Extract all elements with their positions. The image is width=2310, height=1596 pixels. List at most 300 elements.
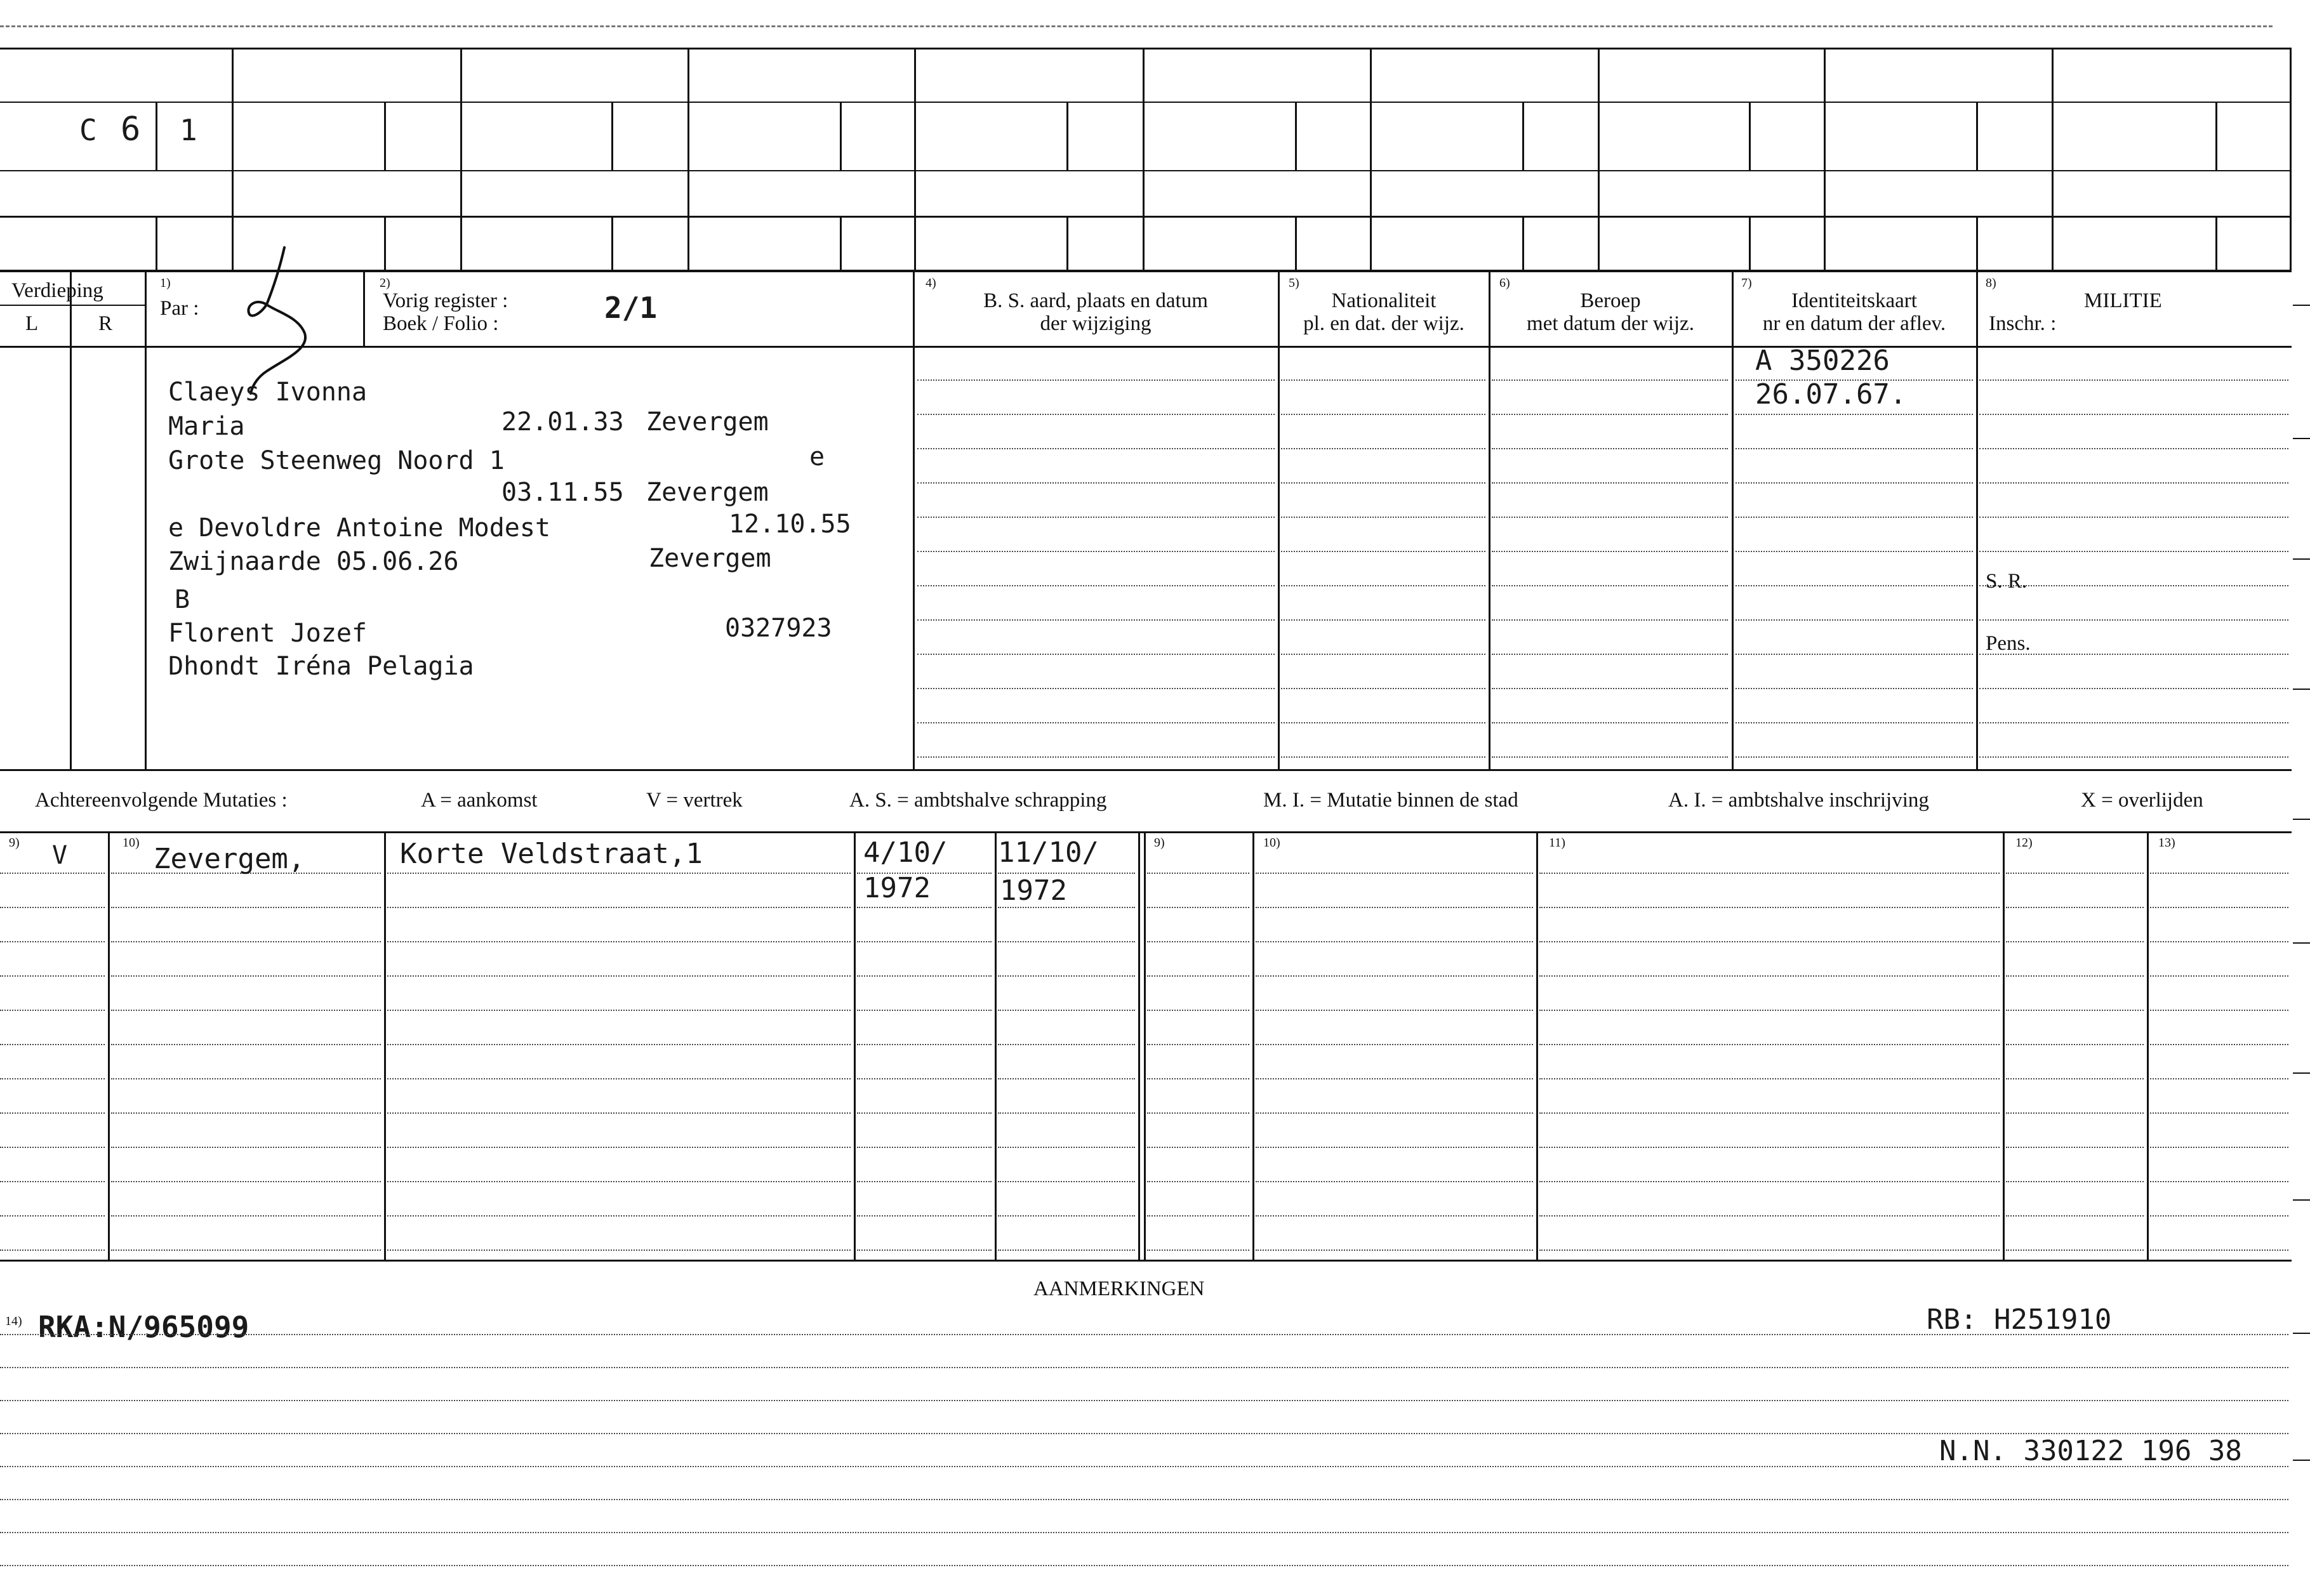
- legend-title: Achtereenvolgende Mutaties :: [35, 789, 288, 812]
- dotted-rule: [917, 517, 1275, 518]
- person-line-8: Florent Jozef: [168, 619, 368, 648]
- person-line-7: B: [175, 585, 190, 614]
- card-code-sub: 1: [180, 113, 197, 147]
- dotted-rule: [1736, 619, 1973, 621]
- dotted-rule: [0, 873, 105, 874]
- dotted-rule: [917, 482, 1275, 484]
- dotted-rule: [857, 975, 992, 977]
- dotted-rule: [2150, 1010, 2288, 1011]
- dotted-rule: [111, 1147, 381, 1148]
- dotted-rule: [0, 1112, 105, 1114]
- grid-top-border: [0, 48, 2292, 49]
- dotted-rule: [1736, 482, 1973, 484]
- grid-sub: [1066, 102, 1068, 170]
- edge-tick: [2293, 1199, 2310, 1201]
- dotted-rule: [387, 1044, 851, 1045]
- person-date-2: 03.11.55: [501, 478, 624, 507]
- dotted-rule: [1147, 1078, 1249, 1079]
- dotted-rule: [2150, 1078, 2288, 1079]
- dotted-rule: [387, 873, 851, 874]
- dotted-rule: [1281, 654, 1485, 655]
- col-par: [363, 271, 365, 347]
- dotted-rule: [917, 688, 1275, 689]
- dotted-rule: [111, 1181, 381, 1182]
- grid-line: [0, 270, 2292, 272]
- dotted-rule: [2006, 1147, 2144, 1148]
- dotted-rule: [1736, 756, 1973, 758]
- person-line-9: Dhondt Iréna Pelagia: [168, 652, 474, 681]
- dotted-rule: [0, 1181, 105, 1182]
- dotted-rule: [857, 1181, 992, 1182]
- dotted-rule: [1256, 1112, 1533, 1114]
- dotted-rule: [111, 1010, 381, 1011]
- mutation-date-2a: 11/10/: [998, 836, 1099, 869]
- dotted-rule: [0, 1433, 2288, 1434]
- mut-col: [1138, 831, 1140, 1261]
- dotted-rule: [917, 551, 1275, 552]
- dotted-rule: [1147, 975, 1249, 977]
- dotted-rule: [1736, 688, 1973, 689]
- dotted-rule: [2006, 873, 2144, 874]
- person-number: 0327923: [725, 614, 832, 643]
- grid-col: [687, 48, 689, 271]
- mut-note-11b: 11): [1549, 836, 1565, 850]
- dotted-rule: [1281, 448, 1485, 449]
- dotted-rule: [1492, 585, 1728, 586]
- dotted-rule: [2006, 1010, 2144, 1011]
- dotted-rule: [1281, 688, 1485, 689]
- dotted-rule: [2006, 1112, 2144, 1114]
- inschr-label: Inschr. :: [1989, 312, 2057, 335]
- dotted-rule: [387, 1078, 851, 1079]
- remarks-rka: RKA:N/965099: [38, 1310, 249, 1344]
- dotted-rule: [1492, 414, 1728, 415]
- dotted-rule: [1492, 722, 1728, 723]
- person-place-3: Zevergem: [649, 544, 771, 573]
- dotted-rule: [387, 1215, 851, 1217]
- dotted-rule: [1256, 1215, 1533, 1217]
- dotted-rule: [917, 654, 1275, 655]
- dotted-rule: [1539, 1010, 2000, 1011]
- dotted-rule: [1147, 1215, 1249, 1217]
- edge-tick: [2293, 1072, 2310, 1074]
- dotted-rule: [0, 1215, 105, 1217]
- dotted-rule: [1979, 414, 2288, 415]
- dotted-rule: [998, 941, 1135, 942]
- dotted-rule: [0, 1334, 2288, 1335]
- sr-label: S. R.: [1986, 570, 2028, 593]
- dotted-rule: [111, 1250, 381, 1251]
- dotted-rule: [2006, 907, 2144, 908]
- mutation-street: Korte Veldstraat,1: [400, 838, 703, 870]
- grid-line: [0, 170, 2292, 171]
- dotted-rule: [1979, 722, 2288, 723]
- remarks-rb: RB: H251910: [1927, 1303, 2112, 1336]
- note-7: 7): [1741, 276, 1752, 290]
- dotted-rule: [857, 1044, 992, 1045]
- grid-col: [232, 48, 234, 271]
- mutation-place: Zevergem,: [154, 843, 305, 875]
- edge-tick: [2293, 438, 2310, 439]
- dotted-rule: [998, 1147, 1135, 1148]
- grid-sub: [384, 216, 386, 271]
- dotted-rule: [2006, 941, 2144, 942]
- grid-sub: [1976, 102, 1978, 170]
- dotted-rule: [1492, 517, 1728, 518]
- dotted-rule: [1736, 654, 1973, 655]
- dotted-rule: [387, 1181, 851, 1182]
- grid-sub: [1066, 216, 1068, 271]
- dotted-rule: [1147, 873, 1249, 874]
- scan-edge: [0, 25, 2273, 27]
- dotted-rule: [1736, 551, 1973, 552]
- dotted-rule: [111, 1215, 381, 1217]
- boek-folio-value: 2/1: [604, 291, 658, 325]
- verdieping-label: Verdieping: [11, 279, 103, 302]
- dotted-rule: [857, 1010, 992, 1011]
- dotted-rule: [1979, 688, 2288, 689]
- dotted-rule: [1256, 1010, 1533, 1011]
- grid-line: [0, 102, 2292, 103]
- dotted-rule: [0, 1499, 2288, 1500]
- dotted-rule: [0, 941, 105, 942]
- mut-col: [854, 831, 856, 1261]
- dotted-rule: [0, 1565, 2288, 1566]
- edge-tick: [2293, 689, 2310, 690]
- dotted-rule: [1281, 482, 1485, 484]
- person-line-6: Zwijnaarde 05.06.26: [168, 547, 459, 576]
- grid-col: [1370, 48, 1372, 271]
- dotted-rule: [917, 756, 1275, 758]
- grid-sub: [1522, 102, 1524, 170]
- dotted-rule: [1256, 1078, 1533, 1079]
- dotted-rule: [1539, 1250, 2000, 1251]
- dotted-rule: [1539, 1044, 2000, 1045]
- dotted-rule: [1256, 1250, 1533, 1251]
- person-date-3: 12.10.55: [729, 510, 851, 539]
- dotted-rule: [917, 414, 1275, 415]
- grid-sub: [611, 216, 613, 271]
- remarks-nn: N.N. 330122 196 38: [1939, 1435, 2242, 1467]
- dotted-rule: [1979, 379, 2288, 381]
- note-2: 2): [380, 276, 390, 290]
- grid-sub: [1749, 102, 1751, 170]
- edge-tick: [2293, 558, 2310, 560]
- bs-label-2: der wijziging: [1040, 312, 1152, 335]
- dotted-rule: [2150, 907, 2288, 908]
- mut-col-double: [1144, 831, 1146, 1261]
- dotted-rule: [998, 1010, 1135, 1011]
- grid-col: [914, 48, 916, 271]
- idcard-number: A 350226: [1755, 345, 1890, 377]
- dotted-rule: [1492, 756, 1728, 758]
- dotted-rule: [998, 1215, 1135, 1217]
- person-line-3: Grote Steenweg Noord 1: [168, 446, 505, 475]
- bs-label-1: B. S. aard, plaats en datum: [983, 289, 1208, 312]
- handwritten-mark-icon: [229, 244, 330, 397]
- dotted-rule: [1979, 619, 2288, 621]
- dotted-rule: [2150, 941, 2288, 942]
- dotted-rule: [111, 975, 381, 977]
- mutation-date-1a: 4/10/: [863, 836, 948, 869]
- mutations-bottom: [0, 1260, 2292, 1262]
- person-bottom: [0, 769, 2292, 771]
- dotted-rule: [0, 907, 105, 908]
- dotted-rule: [1736, 722, 1973, 723]
- dotted-rule: [857, 941, 992, 942]
- dotted-rule: [2006, 1215, 2144, 1217]
- grid-line: [0, 216, 2292, 218]
- dotted-rule: [111, 941, 381, 942]
- mutation-date-2b: 1972: [1000, 874, 1067, 907]
- dotted-rule: [1979, 551, 2288, 552]
- mut-note-9b: 9): [1154, 836, 1165, 850]
- dotted-rule: [111, 1078, 381, 1079]
- grid-sub: [611, 102, 613, 170]
- dotted-rule: [1492, 379, 1728, 381]
- dotted-rule: [1147, 1044, 1249, 1045]
- mut-col: [108, 831, 110, 1261]
- dotted-rule: [1281, 517, 1485, 518]
- dotted-rule: [1147, 1112, 1249, 1114]
- dotted-rule: [111, 1044, 381, 1045]
- dotted-rule: [2150, 1181, 2288, 1182]
- nationaliteit-label-1: Nationaliteit: [1331, 289, 1437, 312]
- dotted-rule: [917, 585, 1275, 586]
- dotted-rule: [1539, 873, 2000, 874]
- dotted-rule: [998, 1112, 1135, 1114]
- note-5: 5): [1289, 276, 1299, 290]
- dotted-rule: [1147, 1250, 1249, 1251]
- dotted-rule: [2150, 1044, 2288, 1045]
- dotted-rule: [2150, 1215, 2288, 1217]
- mutation-type: V: [52, 841, 68, 870]
- dotted-rule: [2006, 1250, 2144, 1251]
- mut-col: [2003, 831, 2005, 1261]
- edge-tick: [2293, 942, 2310, 944]
- person-place-2: Zevergem: [646, 478, 769, 507]
- grid-col: [1143, 48, 1145, 271]
- mut-col: [1252, 831, 1254, 1261]
- mut-note-13b: 13): [2158, 836, 2175, 850]
- note-6: 6): [1499, 276, 1510, 290]
- grid-col: [2052, 48, 2054, 271]
- dotted-rule: [1539, 1112, 2000, 1114]
- note-8: 8): [1986, 276, 1996, 290]
- grid-sub: [2215, 102, 2217, 170]
- dotted-rule: [1281, 756, 1485, 758]
- dotted-rule: [1539, 907, 2000, 908]
- dotted-rule: [1492, 482, 1728, 484]
- person-line-2: Maria: [168, 412, 245, 441]
- dotted-rule: [1256, 1044, 1533, 1045]
- dotted-rule: [387, 1010, 851, 1011]
- legend-as: A. S. = ambtshalve schrapping: [849, 789, 1107, 812]
- dotted-rule: [387, 1147, 851, 1148]
- grid-col: [1824, 48, 1826, 271]
- person-line-5: e Devoldre Antoine Modest: [168, 513, 551, 543]
- dotted-rule: [2150, 1147, 2288, 1148]
- dotted-rule: [0, 1010, 105, 1011]
- dotted-rule: [1281, 379, 1485, 381]
- dotted-rule: [1492, 688, 1728, 689]
- mutation-date-1b: 1972: [863, 872, 931, 904]
- mut-col: [995, 831, 997, 1261]
- grid-sub: [1522, 216, 1524, 271]
- dotted-rule: [387, 941, 851, 942]
- militie-label: MILITIE: [2084, 289, 2162, 312]
- identiteitskaart-label-2: nr en datum der aflev.: [1762, 312, 1946, 335]
- dotted-rule: [1539, 1078, 2000, 1079]
- grid-col: [1598, 48, 1600, 271]
- dotted-rule: [1539, 1147, 2000, 1148]
- mutations-top: [0, 831, 2292, 833]
- dotted-rule: [998, 1044, 1135, 1045]
- edge-tick: [2293, 1333, 2310, 1334]
- dotted-rule: [0, 1147, 105, 1148]
- grid-sub: [1295, 102, 1297, 170]
- dotted-rule: [387, 907, 851, 908]
- dotted-rule: [998, 907, 1135, 908]
- person-line-1: Claeys Ivonna: [168, 378, 368, 407]
- grid-sub: [1295, 216, 1297, 271]
- dotted-rule: [387, 975, 851, 977]
- grid-sub: [156, 102, 157, 170]
- grid-sub: [840, 102, 842, 170]
- dotted-rule: [1256, 907, 1533, 908]
- dotted-rule: [1256, 873, 1533, 874]
- dotted-rule: [1281, 551, 1485, 552]
- dotted-rule: [111, 1112, 381, 1114]
- dotted-rule: [387, 1250, 851, 1251]
- dotted-rule: [1281, 414, 1485, 415]
- grid-sub: [840, 216, 842, 271]
- dotted-rule: [998, 1078, 1135, 1079]
- l-label: L: [25, 312, 39, 335]
- par-label: Par :: [160, 297, 199, 320]
- dotted-rule: [857, 907, 992, 908]
- grid-sub: [156, 216, 157, 271]
- mut-col: [384, 831, 386, 1261]
- dotted-rule: [0, 1078, 105, 1079]
- dotted-rule: [917, 722, 1275, 723]
- vorig-register-label: Vorig register :: [383, 289, 508, 312]
- dotted-rule: [998, 1250, 1135, 1251]
- dotted-rule: [1256, 975, 1533, 977]
- note-1: 1): [160, 276, 171, 290]
- dotted-rule: [1492, 551, 1728, 552]
- dotted-rule: [2006, 1078, 2144, 1079]
- dotted-rule: [1979, 448, 2288, 449]
- dotted-rule: [1492, 619, 1728, 621]
- dotted-rule: [1539, 941, 2000, 942]
- dotted-rule: [2006, 1044, 2144, 1045]
- dotted-rule: [1147, 1181, 1249, 1182]
- dotted-rule: [387, 1112, 851, 1114]
- dotted-rule: [1492, 654, 1728, 655]
- grid-col: [2290, 48, 2292, 271]
- dotted-rule: [0, 1466, 2288, 1467]
- dotted-rule: [1736, 517, 1973, 518]
- legend-mi: M. I. = Mutatie binnen de stad: [1263, 789, 1518, 812]
- note-4: 4): [926, 276, 936, 290]
- dotted-rule: [917, 379, 1275, 381]
- legend-a: A = aankomst: [421, 789, 538, 812]
- dotted-rule: [1979, 517, 2288, 518]
- grid-sub: [2215, 216, 2217, 271]
- remarks-title: AANMERKINGEN: [1033, 1277, 1205, 1300]
- edge-tick: [2293, 305, 2310, 306]
- dotted-rule: [1492, 448, 1728, 449]
- dotted-rule: [1539, 1181, 2000, 1182]
- dotted-rule: [1736, 585, 1973, 586]
- dotted-rule: [857, 1250, 992, 1251]
- edge-tick: [2293, 819, 2310, 820]
- grid-sub: [1976, 216, 1978, 271]
- mut-note-10b: 10): [1263, 836, 1280, 850]
- identiteitskaart-label-1: Identiteitskaart: [1791, 289, 1917, 312]
- dotted-rule: [2006, 1181, 2144, 1182]
- mut-col: [2147, 831, 2149, 1261]
- verdieping-line: [0, 305, 145, 306]
- legend-ai: A. I. = ambtshalve inschrijving: [1668, 789, 1929, 812]
- dotted-rule: [1147, 907, 1249, 908]
- remarks-note-14: 14): [5, 1314, 22, 1328]
- dotted-rule: [857, 1147, 992, 1148]
- pens-label: Pens.: [1986, 632, 2031, 655]
- person-mark: e: [809, 442, 825, 472]
- dotted-rule: [917, 619, 1275, 621]
- dotted-rule: [1281, 585, 1485, 586]
- dotted-rule: [1736, 414, 1973, 415]
- dotted-rule: [1147, 1147, 1249, 1148]
- dotted-rule: [0, 1400, 2288, 1401]
- dotted-rule: [0, 1367, 2288, 1368]
- grid-sub: [1749, 216, 1751, 271]
- dotted-rule: [998, 873, 1135, 874]
- dotted-rule: [0, 1044, 105, 1045]
- dotted-rule: [998, 1181, 1135, 1182]
- dotted-rule: [0, 975, 105, 977]
- beroep-label-2: met datum der wijz.: [1527, 312, 1694, 335]
- dotted-rule: [917, 448, 1275, 449]
- legend-x: X = overlijden: [2081, 789, 2203, 812]
- dotted-rule: [2150, 873, 2288, 874]
- dotted-rule: [2150, 1112, 2288, 1114]
- dotted-rule: [857, 1112, 992, 1114]
- grid-col: [460, 48, 462, 271]
- r-label: R: [98, 312, 113, 335]
- dotted-rule: [1256, 1181, 1533, 1182]
- dotted-rule: [998, 975, 1135, 977]
- dotted-rule: [111, 907, 381, 908]
- dotted-rule: [2150, 975, 2288, 977]
- nationaliteit-label-2: pl. en dat. der wijz.: [1303, 312, 1464, 335]
- dotted-rule: [857, 1078, 992, 1079]
- dotted-rule: [1539, 1215, 2000, 1217]
- edge-tick: [2293, 1460, 2310, 1461]
- legend-v: V = vertrek: [646, 789, 743, 812]
- dotted-rule: [1256, 1147, 1533, 1148]
- header-bottom: [0, 346, 2292, 348]
- card-code-number: 6: [121, 110, 141, 148]
- mut-note-10: 10): [123, 836, 140, 850]
- idcard-date: 26.07.67.: [1755, 378, 1907, 411]
- dotted-rule: [857, 1215, 992, 1217]
- dotted-rule: [1979, 482, 2288, 484]
- dotted-rule: [1256, 941, 1533, 942]
- beroep-label-1: Beroep: [1580, 289, 1641, 312]
